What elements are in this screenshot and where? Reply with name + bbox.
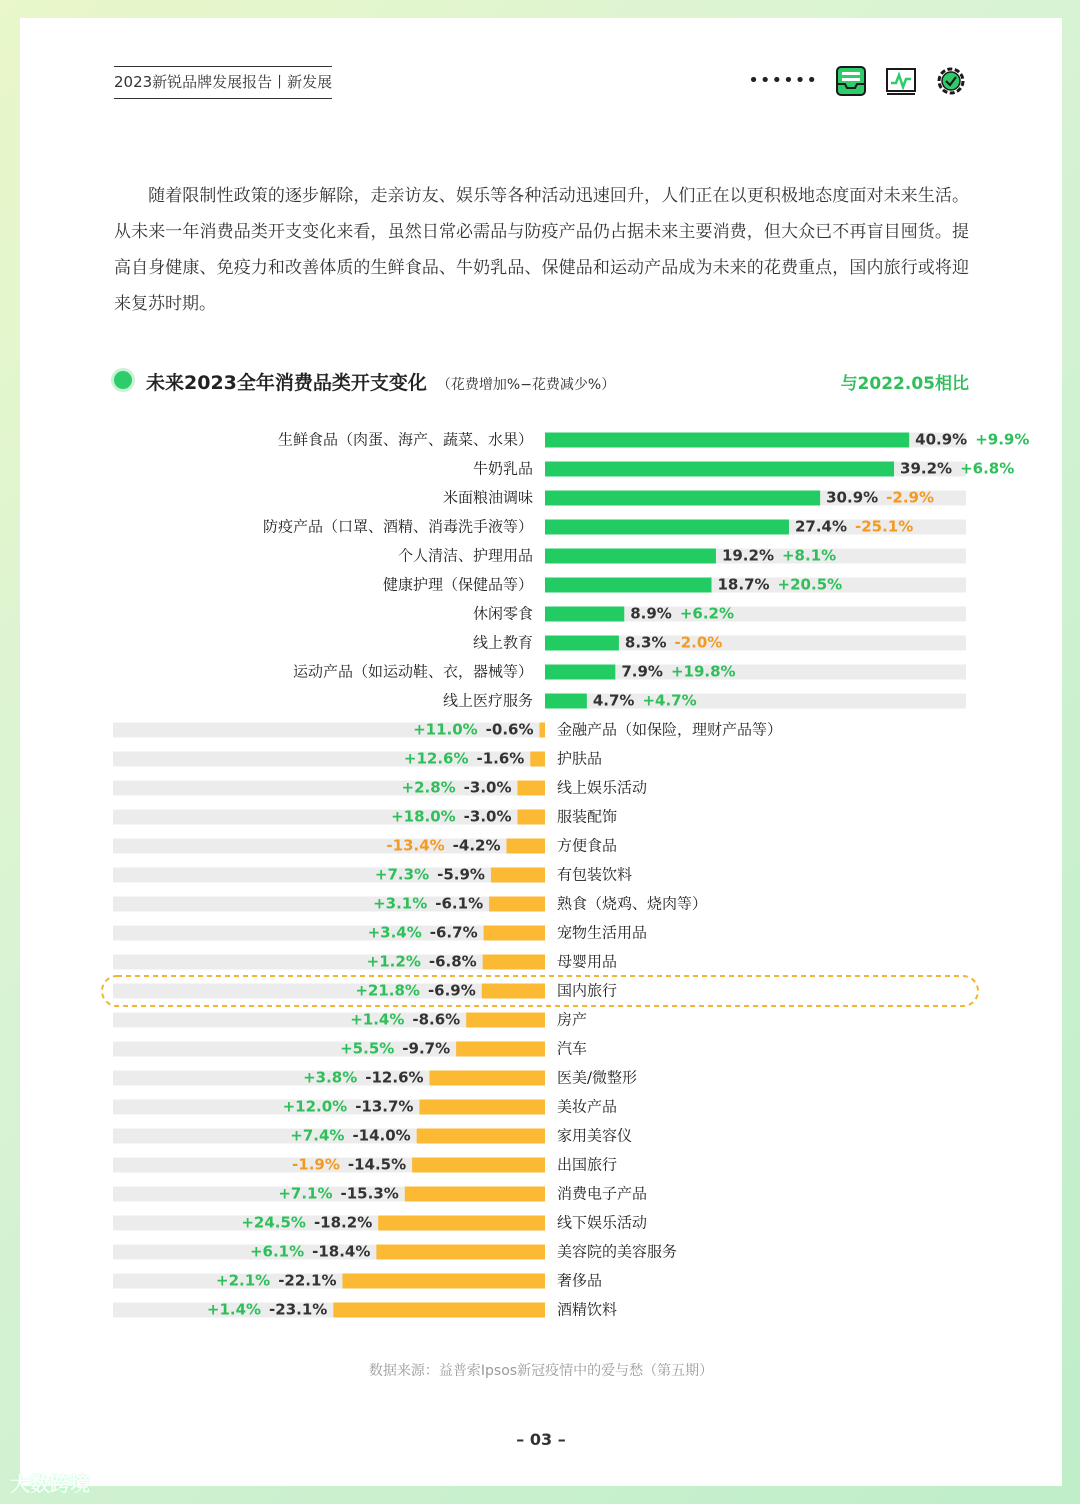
intro-paragraph (114, 178, 969, 322)
category-label: 牛奶乳品 (472, 459, 533, 478)
category-label: 线上医疗服务 (442, 691, 533, 710)
category-label: 消费电子产品 (557, 1184, 648, 1203)
bar-decrease (419, 1100, 545, 1115)
value-label: -3.0% (463, 807, 512, 826)
value-label: -1.6% (476, 749, 525, 768)
bar-decrease (484, 926, 545, 941)
bar-decrease (430, 1071, 545, 1086)
change-label: +7.4% (290, 1126, 345, 1145)
value-label: 8.9% (630, 604, 672, 623)
bar-increase (545, 549, 716, 564)
value-label: -6.1% (435, 894, 484, 913)
bar-decrease (491, 868, 545, 883)
bar-decrease (483, 955, 545, 970)
change-label: +18.0% (391, 807, 456, 826)
value-label: -23.1% (269, 1300, 328, 1319)
change-label: +24.5% (241, 1213, 306, 1232)
bar-increase (545, 520, 789, 535)
value-label: -14.5% (347, 1155, 407, 1174)
category-label: 奢侈品 (557, 1271, 603, 1290)
value-label: -13.7% (355, 1097, 414, 1116)
category-label: 美妆产品 (557, 1097, 618, 1116)
bar-increase (545, 665, 615, 680)
bar-track (113, 952, 545, 971)
category-label: 线上教育 (472, 633, 533, 652)
category-label: 运动产品（如运动鞋、衣，器械等） (292, 662, 533, 681)
change-label: +12.0% (282, 1097, 348, 1116)
bar-decrease (482, 984, 545, 999)
value-label: -6.9% (427, 981, 476, 1000)
bar-decrease (405, 1187, 545, 1202)
bar-decrease (466, 1013, 545, 1028)
header-icons (748, 64, 968, 98)
category-label: 米面粮油调味 (442, 488, 533, 507)
category-label: 金融产品（如保险，理财产品等） (557, 720, 783, 739)
bar-decrease (518, 781, 545, 796)
change-label: +8.1% (781, 546, 837, 565)
change-label: +3.8% (303, 1068, 358, 1087)
category-label: 护肤品 (557, 749, 603, 768)
value-label: -3.0% (463, 778, 512, 797)
value-label: -18.4% (312, 1242, 371, 1261)
bar-track (113, 923, 545, 942)
watermark: 大数跨境 (10, 1472, 90, 1496)
value-label: -4.2% (452, 836, 501, 855)
category-label: 出国旅行 (557, 1155, 618, 1174)
change-label: +5.5% (340, 1039, 395, 1058)
value-label: -18.2% (313, 1213, 373, 1232)
bar-increase (545, 578, 712, 593)
change-label: +1.4% (206, 1300, 262, 1319)
category-label: 休闲零食 (472, 604, 533, 623)
bar-increase (545, 607, 624, 622)
value-label: 39.2% (900, 459, 953, 478)
chart-monitor-icon (884, 64, 918, 98)
category-label: 防疫产品（口罩、酒精、消毒洗手液等） (262, 517, 533, 536)
change-label: +4.7% (642, 691, 697, 710)
bar-decrease (376, 1245, 545, 1260)
value-label: -8.6% (412, 1010, 461, 1029)
category-label: 熟食（烧鸡、烧肉等） (557, 894, 708, 913)
category-label: 有包装饮料 (557, 865, 633, 884)
change-label: +7.3% (374, 865, 430, 884)
report-page (20, 18, 1062, 1486)
gear-check-icon (934, 64, 968, 98)
chart-title-text: 未来2023全年消费品类开支变化 (146, 372, 427, 394)
category-label: 个人清洁、护理用品 (397, 546, 533, 565)
change-label: -2.0% (674, 633, 723, 652)
value-label: 8.3% (624, 633, 667, 652)
bar-track (113, 981, 545, 1000)
change-label: +19.8% (670, 662, 736, 681)
value-label: -12.6% (365, 1068, 424, 1087)
value-label: 40.9% (915, 430, 968, 449)
bar-decrease (417, 1129, 545, 1144)
value-label: 18.7% (717, 575, 770, 594)
value-label: -9.7% (402, 1039, 451, 1058)
bar-increase (545, 491, 820, 506)
category-label: 服装配饰 (557, 807, 618, 826)
change-label: -25.1% (855, 517, 914, 536)
bar-increase (545, 462, 894, 477)
change-label: +9.9% (975, 430, 1030, 449)
category-label: 健康护理（保健品等） (382, 575, 533, 594)
category-label: 方便食品 (557, 836, 618, 855)
dots-decoration: •••••• (748, 70, 818, 91)
change-label: +6.2% (679, 604, 735, 623)
bar-decrease (530, 752, 545, 767)
bar-decrease (507, 839, 545, 854)
change-label: +7.1% (278, 1184, 333, 1203)
category-label: 母婴用品 (557, 952, 618, 971)
category-label: 宠物生活用品 (557, 923, 648, 942)
bar-decrease (518, 810, 545, 825)
chart-header (114, 366, 969, 396)
bar-decrease (342, 1274, 545, 1289)
bar-decrease (456, 1042, 545, 1057)
change-label: +20.5% (777, 575, 843, 594)
page-number: – 03 – (516, 1430, 566, 1449)
change-label: -2.9% (886, 488, 935, 507)
change-label: +12.6% (403, 749, 469, 768)
category-label: 酒精饮料 (557, 1300, 618, 1319)
change-label: +1.4% (350, 1010, 405, 1029)
report-title: 2023新锐品牌发展报告丨新发展 (114, 66, 332, 99)
compare-label: 与2022.05相比 (840, 374, 969, 394)
bar-decrease (378, 1216, 545, 1231)
data-source: 数据来源：益普索Ipsos新冠疫情中的爱与愁（第五期） (368, 1363, 714, 1379)
category-label: 线上娱乐活动 (557, 778, 648, 797)
chart-title (146, 368, 615, 395)
change-label: -1.9% (292, 1155, 340, 1174)
value-label: -6.7% (429, 923, 478, 942)
category-label: 汽车 (557, 1039, 588, 1058)
tray-icon (834, 64, 868, 98)
change-label: +2.8% (401, 778, 456, 797)
change-label: +21.8% (355, 981, 420, 1000)
bar-increase (545, 433, 909, 448)
value-label: -5.9% (437, 865, 485, 884)
change-label: +1.2% (366, 952, 421, 971)
value-label: -6.8% (428, 952, 477, 971)
chart-subtitle: （花费增加%−花费减少%） (436, 377, 616, 393)
value-label: 19.2% (721, 546, 774, 565)
intro-text: 随着限制性政策的逐步解除，走亲访友、娱乐等各种活动迅速回升，人们正在以更积极地态度面对未来生活。从未来一年消费品类开支变化来看，虽然日常必需品与防疫产品仍占据未来主要消费，但大众已不再盲目囤货。提高自身健康、免疫力和改善体质的生鲜食品、牛奶乳品、保健品和运动产品成为未来的花费重点，国内旅行或将迎来复苏时期。 (114, 186, 969, 314)
bullet-dot-icon (114, 371, 132, 389)
change-label: +3.4% (367, 923, 422, 942)
value-label: -14.0% (352, 1126, 411, 1145)
value-label: 4.7% (592, 691, 635, 710)
bar-increase (545, 636, 619, 651)
category-label: 美容院的美容服务 (557, 1242, 678, 1261)
bar-decrease (412, 1158, 545, 1173)
change-label: +2.1% (216, 1271, 271, 1290)
category-label: 国内旅行 (557, 981, 618, 1000)
value-label: 7.9% (621, 662, 663, 681)
value-label: 27.4% (794, 517, 848, 536)
category-label: 家用美容仪 (557, 1126, 633, 1145)
category-label: 医美/微整形 (557, 1068, 638, 1087)
change-label: +11.0% (413, 720, 478, 739)
bar-decrease (333, 1303, 545, 1318)
category-label: 线下娱乐活动 (557, 1213, 648, 1232)
bar-track (113, 720, 545, 739)
bar-decrease (540, 723, 545, 738)
change-label: -13.4% (386, 836, 445, 855)
bar-decrease (489, 897, 545, 912)
change-label: +3.1% (373, 894, 428, 913)
change-label: +6.8% (960, 459, 1015, 478)
category-label: 生鲜食品（肉蛋、海产、蔬菜、水果） (277, 430, 533, 449)
change-label: +6.1% (249, 1242, 305, 1261)
value-label: -15.3% (340, 1184, 399, 1203)
category-label: 房产 (557, 1010, 588, 1029)
value-label: 30.9% (826, 488, 879, 507)
bar-increase (545, 694, 587, 709)
bar-chart (20, 418, 1062, 1338)
value-label: -0.6% (485, 720, 534, 739)
value-label: -22.1% (278, 1271, 337, 1290)
